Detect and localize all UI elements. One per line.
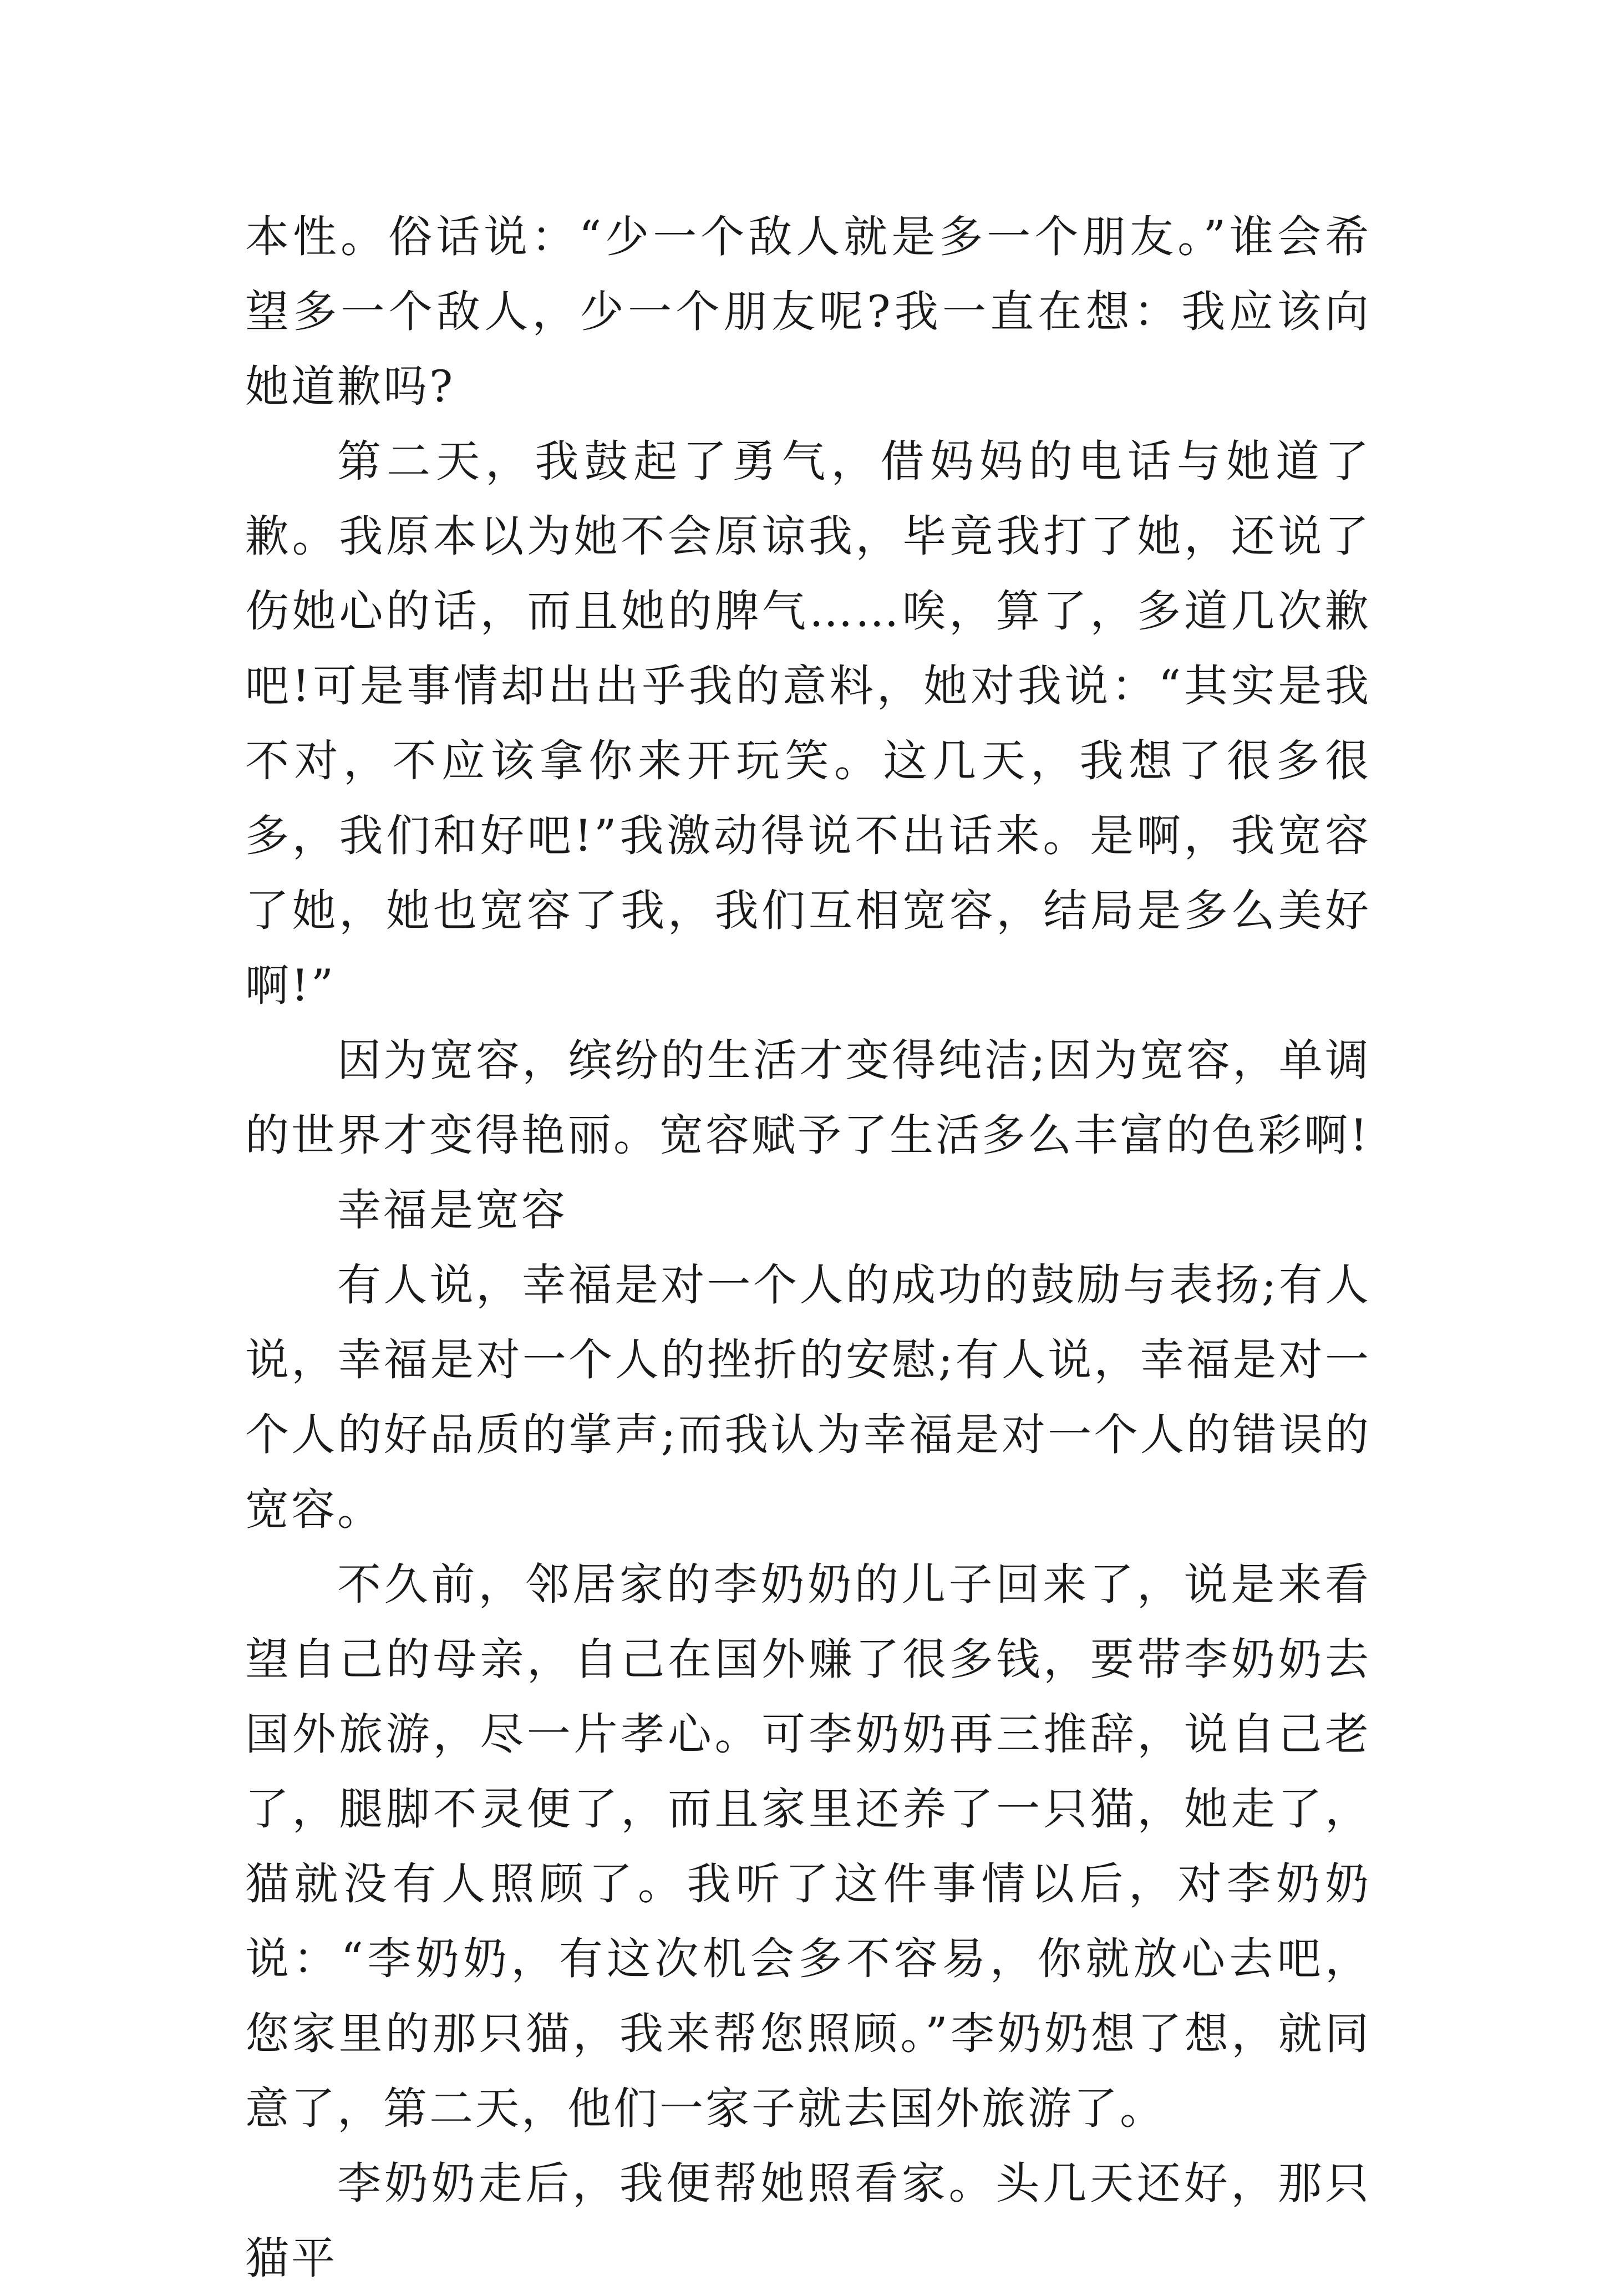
paragraph-6: 不久前，邻居家的李奶奶的儿子回来了，说是来看望自己的母亲，自己在国外赚了很多钱，要带李奶奶去国外旅游，尽一片孝心。可李奶奶再三推辞，说自己老了，腿脚不灵便了，而且家里还养了一只猫，她走了，猫就没有人照顾了。我听了这件事情以后，对李奶奶说：“李奶奶，有这次机会多不容易，你就放心去吧，您家里的那只猫，我来帮您照顾。”李奶奶想了想，就同意了，第二天，他们一家子就去国外旅游了。 — [245, 1559, 1371, 2134]
paragraph-2: 第二天，我鼓起了勇气，借妈妈的电话与她道了歉。我原本以为她不会原谅我，毕竟我打了她，还说了伤她心的话，而且她的脾气……唉，算了，多道几次歉吧!可是事情却出出乎我的意料，她对我说：“其实是我不对，不应该拿你来开玩笑。这几天，我想了很多很多，我们和好吧!”我激动得说不出话来。是啊，我宽容了她，她也宽容了我，我们互相宽容，结局是多么美好啊!” — [245, 436, 1371, 1011]
paragraph-3: 因为宽容，缤纷的生活才变得纯洁;因为宽容，单调的世界才变得艳丽。宽容赋予了生活多么丰富的色彩啊! — [245, 1035, 1371, 1161]
paragraph-7: 李奶奶走后，我便帮她照看家。头几天还好，那只猫平 — [245, 2158, 1371, 2284]
paragraph-1: 本性。俗话说：“少一个敌人就是多一个朋友。”谁会希望多一个敌人，少一个朋友呢?我一直在想：我应该向她道歉吗? — [245, 211, 1371, 412]
paragraph-5: 有人说，幸福是对一个人的成功的鼓励与表扬;有人说，幸福是对一个人的挫折的安慰;有人说，幸福是对一个人的好品质的掌声;而我认为幸福是对一个人的错误的宽容。 — [245, 1259, 1371, 1535]
document-body — [245, 200, 1371, 2296]
section-heading: 幸福是宽容 — [337, 1185, 567, 1236]
